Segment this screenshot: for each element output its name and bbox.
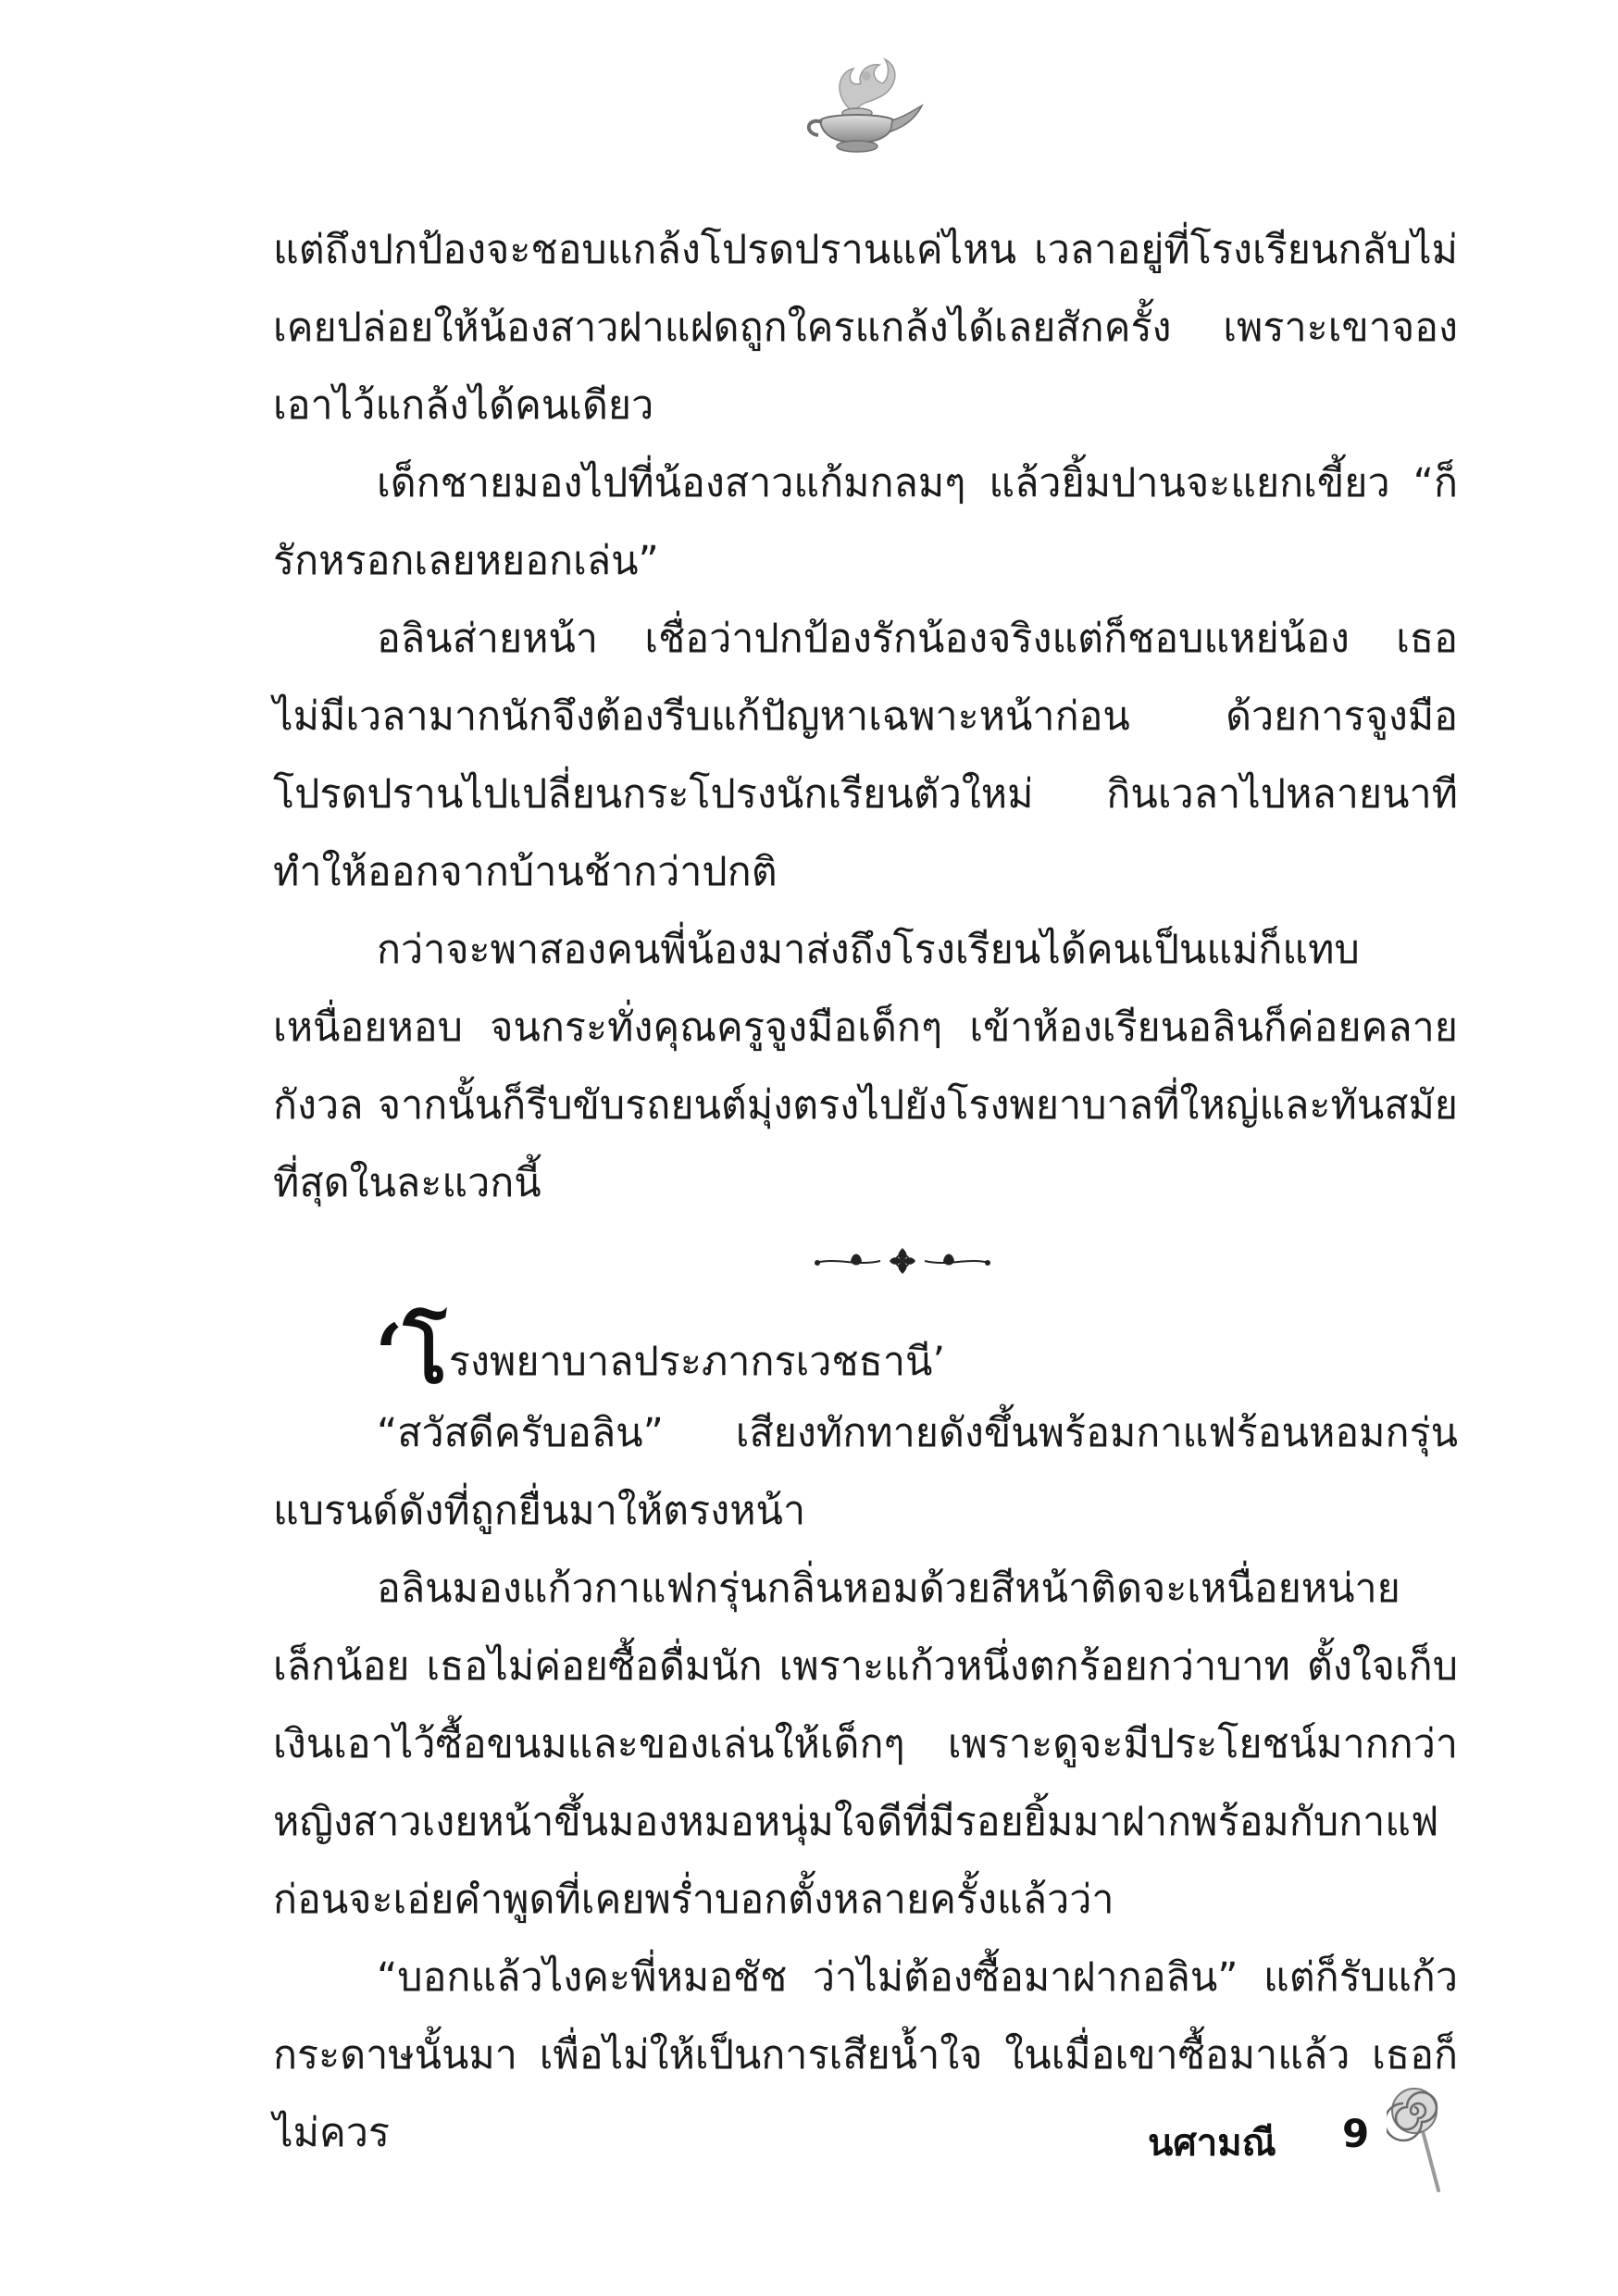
body-text — [273, 211, 1458, 2172]
page-footer — [1092, 2092, 1500, 2185]
paragraph: กว่าจะพาสองคนพี่น้องมาส่งถึงโรงเรียนได้คนเป็นแม่ก็แทบเหนื่อยหอบ จนกระทั่งคุณครูจูงมือเด็กๆ เข้าห้องเรียนอลินก็ค่อยคลายกังวล จากนั้นก็รีบขับรถยนต์มุ่งตรงไปยังโรงพยาบาลที่ใหญ่และทันสมัยที่สุดในละแวกนี้ — [273, 927, 1458, 1206]
paragraph: อลินส่ายหน้า เชื่อว่าปกป้องรักน้องจริงแต่ก็ชอบแหย่น้อง เธอไม่มีเวลามากนักจึงต้องรีบแก้ปัญหาเฉพาะหน้าก่อน ด้วยการจูงมือโปรดปรานไปเปลี่ยนกระโปรงนักเรียนตัวใหม่ กินเวลาไปหลายนาที ทำให้ออกจากบ้านช้ากว่าปกติ — [273, 616, 1458, 895]
author-name: นศามณี — [1148, 2122, 1276, 2165]
section-heading-text: รงพยาบาลประภากรเวชธานี’ — [448, 1339, 946, 1385]
paragraph: “บอกแล้วไงคะพี่หมอชัช ว่าไม่ต้องซื้อมาฝากอลิน” แต่ก็รับแก้วกระดาษนั้นมา เพื่อไม่ให้เป็นการเสียน้ำใจ ในเมื่อเขาซื้อมาแล้ว เธอก็ไม่ควร — [273, 1954, 1458, 2156]
genie-lamp-icon — [796, 56, 926, 157]
paragraph: แต่ถึงปกป้องจะชอบแกล้งโปรดปรานแค่ไหน เวลาอยู่ที่โรงเรียนกลับไม่เคยปล่อยให้น้องสาวฝาแฝดถูกใครแกล้งได้เลยสักครั้ง เพราะเขาจองเอาไว้แกล้งได้คนเดียว — [273, 227, 1458, 429]
section-heading — [375, 1305, 1458, 1402]
paragraph: อลินมองแก้วกาแฟกรุ่นกลิ่นหอมด้วยสีหน้าติดจะเหนื่อยหน่ายเล็กน้อย เธอไม่ค่อยซื้อดื่มนัก เพราะแก้วหนึ่งตกร้อยกว่าบาท ตั้งใจเก็บเงินเอาไว้ซื้อขนมและของเล่นให้เด็กๆ เพราะดูจะมีประโยชน์มากกว่า หญิงสาวเงยหน้าขึ้นมองหมอหนุ่มใจดีที่มีรอยยิ้มมาฝากพร้อมกับกาแฟก่อนจะเอ่ยคำพูดที่เคยพร่ำบอกตั้งหลายครั้งแล้วว่า — [273, 1566, 1458, 1923]
lollipop-icon — [1387, 2083, 1451, 2194]
paragraph: เด็กชายมองไปที่น้องสาวแก้มกลมๆ แล้วยิ้มปานจะแยกเขี้ยว “ก็รักหรอกเลยหยอกเล่น” — [273, 460, 1458, 584]
page-number: 9 — [1342, 2111, 1370, 2156]
drop-cap: ‘โ — [375, 1305, 447, 1402]
paragraph: “สวัสดีครับอลิน” เสียงทักทายดังขึ้นพร้อมกาแฟร้อนหอมกรุ่นแบรนด์ดังที่ถูกยื่นมาให้ตรงหน้า — [273, 1410, 1458, 1534]
ornament-divider-icon — [347, 1222, 1458, 1300]
